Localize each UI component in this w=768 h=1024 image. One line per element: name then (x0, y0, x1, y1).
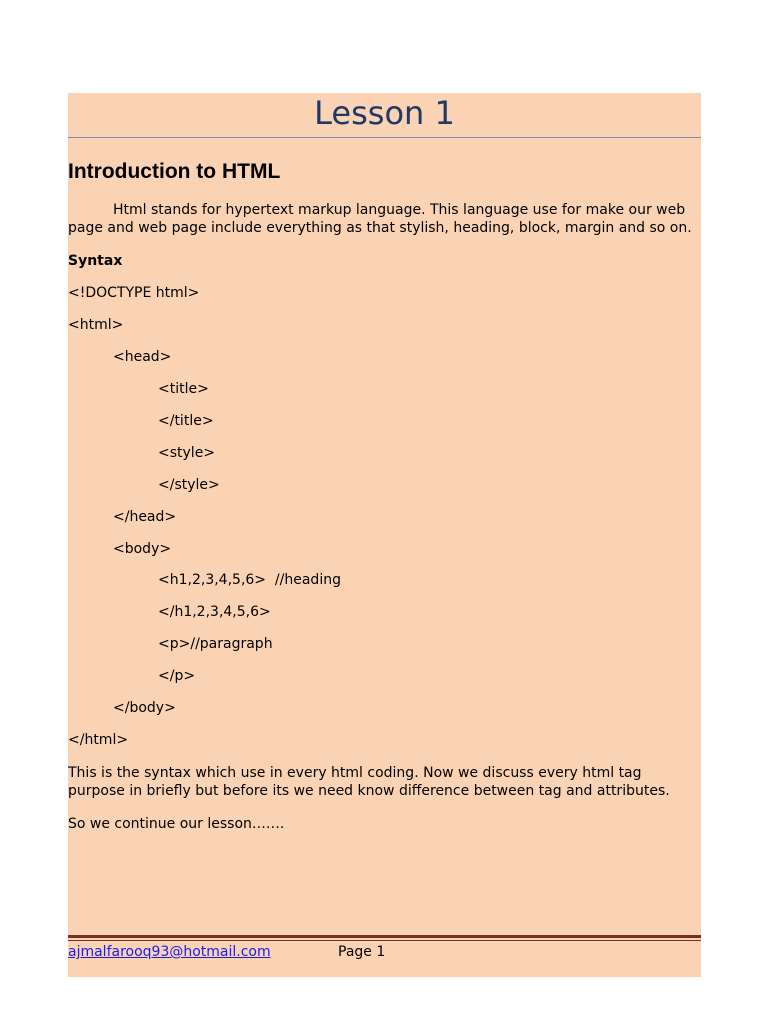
code-line-head-open: <head> (113, 349, 172, 365)
code-line-paragraph-open: <p>//paragraph (158, 636, 273, 652)
document-title: Lesson 1 (314, 94, 455, 132)
footer-page-number: Page 1 (338, 944, 386, 960)
code-line-title-open: <title> (158, 381, 209, 397)
code-line-head-close: </head> (113, 509, 177, 525)
code-line-html-close: </html> (68, 732, 129, 748)
syntax-label: Syntax (68, 253, 123, 269)
footer-email-link[interactable]: ajmalfarooq93@hotmail.com (68, 944, 271, 960)
code-line-body-close: </body> (113, 700, 176, 716)
code-line-body-open: <body> (113, 541, 172, 557)
title-divider (68, 137, 701, 138)
footer-divider-thin (68, 940, 701, 941)
code-line-doctype: <!DOCTYPE html> (68, 285, 200, 301)
code-line-heading-close: </h1,2,3,4,5,6> (158, 604, 271, 620)
code-line-paragraph-close: </p> (158, 668, 196, 684)
section-heading: Introduction to HTML (68, 160, 281, 183)
code-line-heading-open: <h1,2,3,4,5,6> //heading (158, 572, 341, 588)
code-line-html-open: <html> (68, 317, 124, 333)
intro-paragraph: Html stands for hypertext markup language. This language use for make our web page and web page include everything as that stylish, heading, block, margin and so on. (68, 202, 692, 236)
footer-divider-thick (68, 935, 701, 938)
closing-paragraph: This is the syntax which use in every html coding. Now we discuss every html tag purpose in briefly but before its we need know difference between tag and attributes. (68, 765, 670, 799)
code-line-title-close: </title> (158, 413, 214, 429)
code-line-style-close: </style> (158, 477, 220, 493)
continue-text: So we continue our lesson……. (68, 816, 285, 832)
code-line-style-open: <style> (158, 445, 216, 461)
